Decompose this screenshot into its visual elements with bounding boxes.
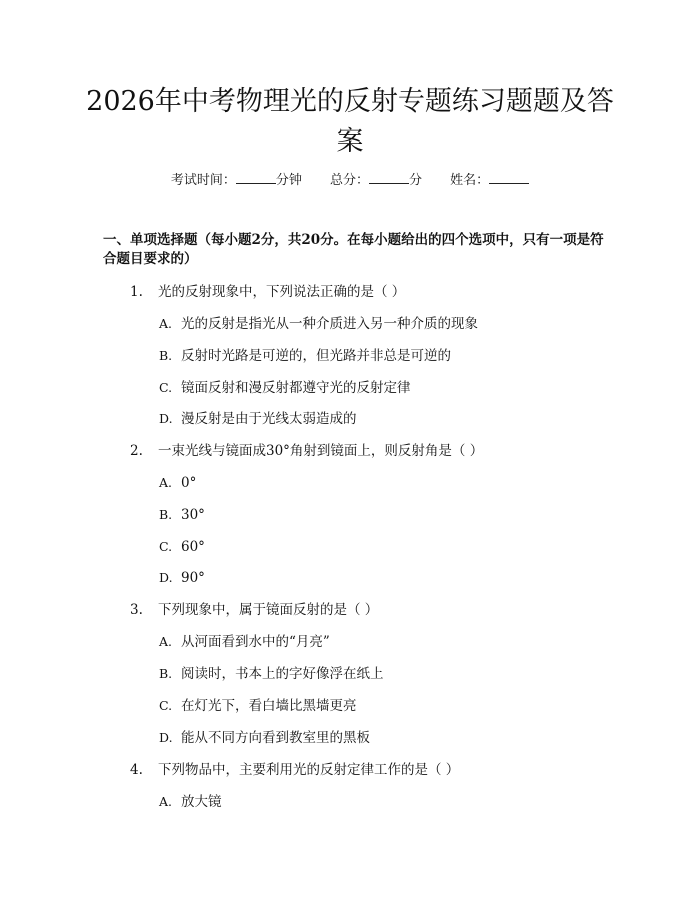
option-letter: D. xyxy=(159,730,173,745)
option-text: 镜面反射和漫反射都遵守光的反射定律 xyxy=(181,380,411,396)
option-text: 能从不同方向看到教室里的黑板 xyxy=(181,730,370,746)
option-letter: B. xyxy=(159,666,173,681)
question-number: 2. xyxy=(130,443,143,459)
exam-meta xyxy=(0,171,700,190)
question-text: 下列现象中，属于镜面反射的是（ ） xyxy=(158,602,379,618)
option-text: 反射时光路是可逆的，但光路并非总是可逆的 xyxy=(181,348,451,364)
option-text: 0° xyxy=(181,475,197,491)
option-letter: A. xyxy=(159,316,173,331)
option-text: 30° xyxy=(181,507,205,523)
option-letter: D. xyxy=(159,570,173,585)
option-1d xyxy=(159,410,357,428)
time-field xyxy=(171,171,302,190)
score-blank xyxy=(369,171,409,184)
option-text: 漫反射是由于光线太弱造成的 xyxy=(181,411,357,427)
question-text: 下列物品中，主要利用光的反射定律工作的是（ ） xyxy=(158,762,460,778)
name-field xyxy=(450,171,529,190)
option-4a xyxy=(159,793,222,811)
option-text: 光的反射是指光从一种介质进入另一种介质的现象 xyxy=(181,316,478,332)
question-number: 4. xyxy=(130,762,143,778)
question-number: 1. xyxy=(130,284,143,300)
question-4 xyxy=(130,761,459,779)
option-text: 阅读时，书本上的字好像浮在纸上 xyxy=(181,666,384,682)
option-letter: B. xyxy=(159,348,173,363)
time-label: 考试时间： xyxy=(170,173,236,188)
option-text: 从河面看到水中的“月亮” xyxy=(181,634,330,650)
option-letter: C. xyxy=(159,380,173,395)
option-3a xyxy=(159,633,330,651)
option-text: 90° xyxy=(181,570,205,586)
option-letter: C. xyxy=(159,539,173,554)
question-3 xyxy=(130,601,378,619)
option-1a xyxy=(159,315,478,333)
option-3d xyxy=(159,729,370,747)
option-letter: A. xyxy=(159,794,173,809)
option-letter: A. xyxy=(159,475,173,490)
score-unit: 分 xyxy=(409,173,423,188)
option-1b xyxy=(159,347,451,365)
option-text: 60° xyxy=(181,539,205,555)
option-2b xyxy=(159,506,205,524)
option-letter: A. xyxy=(159,634,173,649)
option-1c xyxy=(159,379,411,397)
question-1 xyxy=(130,283,405,301)
option-2a xyxy=(159,474,196,492)
option-2c xyxy=(159,538,205,556)
time-blank xyxy=(236,171,276,184)
option-3b xyxy=(159,665,384,683)
question-text: 光的反射现象中，下列说法正确的是（ ） xyxy=(158,284,406,300)
option-2d xyxy=(159,569,205,587)
name-blank xyxy=(489,171,529,184)
option-text: 放大镜 xyxy=(181,794,222,810)
question-2 xyxy=(130,442,483,460)
section-heading: 一、单项选择题（每小题2分，共20分。在每小题给出的四个选项中，只有一项是符合题目要求的） xyxy=(103,232,604,267)
option-text: 在灯光下，看白墙比黑墙更亮 xyxy=(181,698,357,714)
question-text: 一束光线与镜面成30°角射到镜面上，则反射角是（ ） xyxy=(158,443,484,459)
option-3c xyxy=(159,697,357,715)
name-label: 姓名： xyxy=(450,173,490,188)
page-title: 2026年中考物理光的反射专题练习题题及答案 xyxy=(86,86,614,157)
score-label: 总分： xyxy=(329,173,369,188)
option-letter: D. xyxy=(159,411,173,426)
score-field xyxy=(330,171,422,190)
question-number: 3. xyxy=(130,602,143,618)
option-letter: C. xyxy=(159,698,173,713)
option-letter: B. xyxy=(159,507,173,522)
time-unit: 分钟 xyxy=(275,173,302,188)
